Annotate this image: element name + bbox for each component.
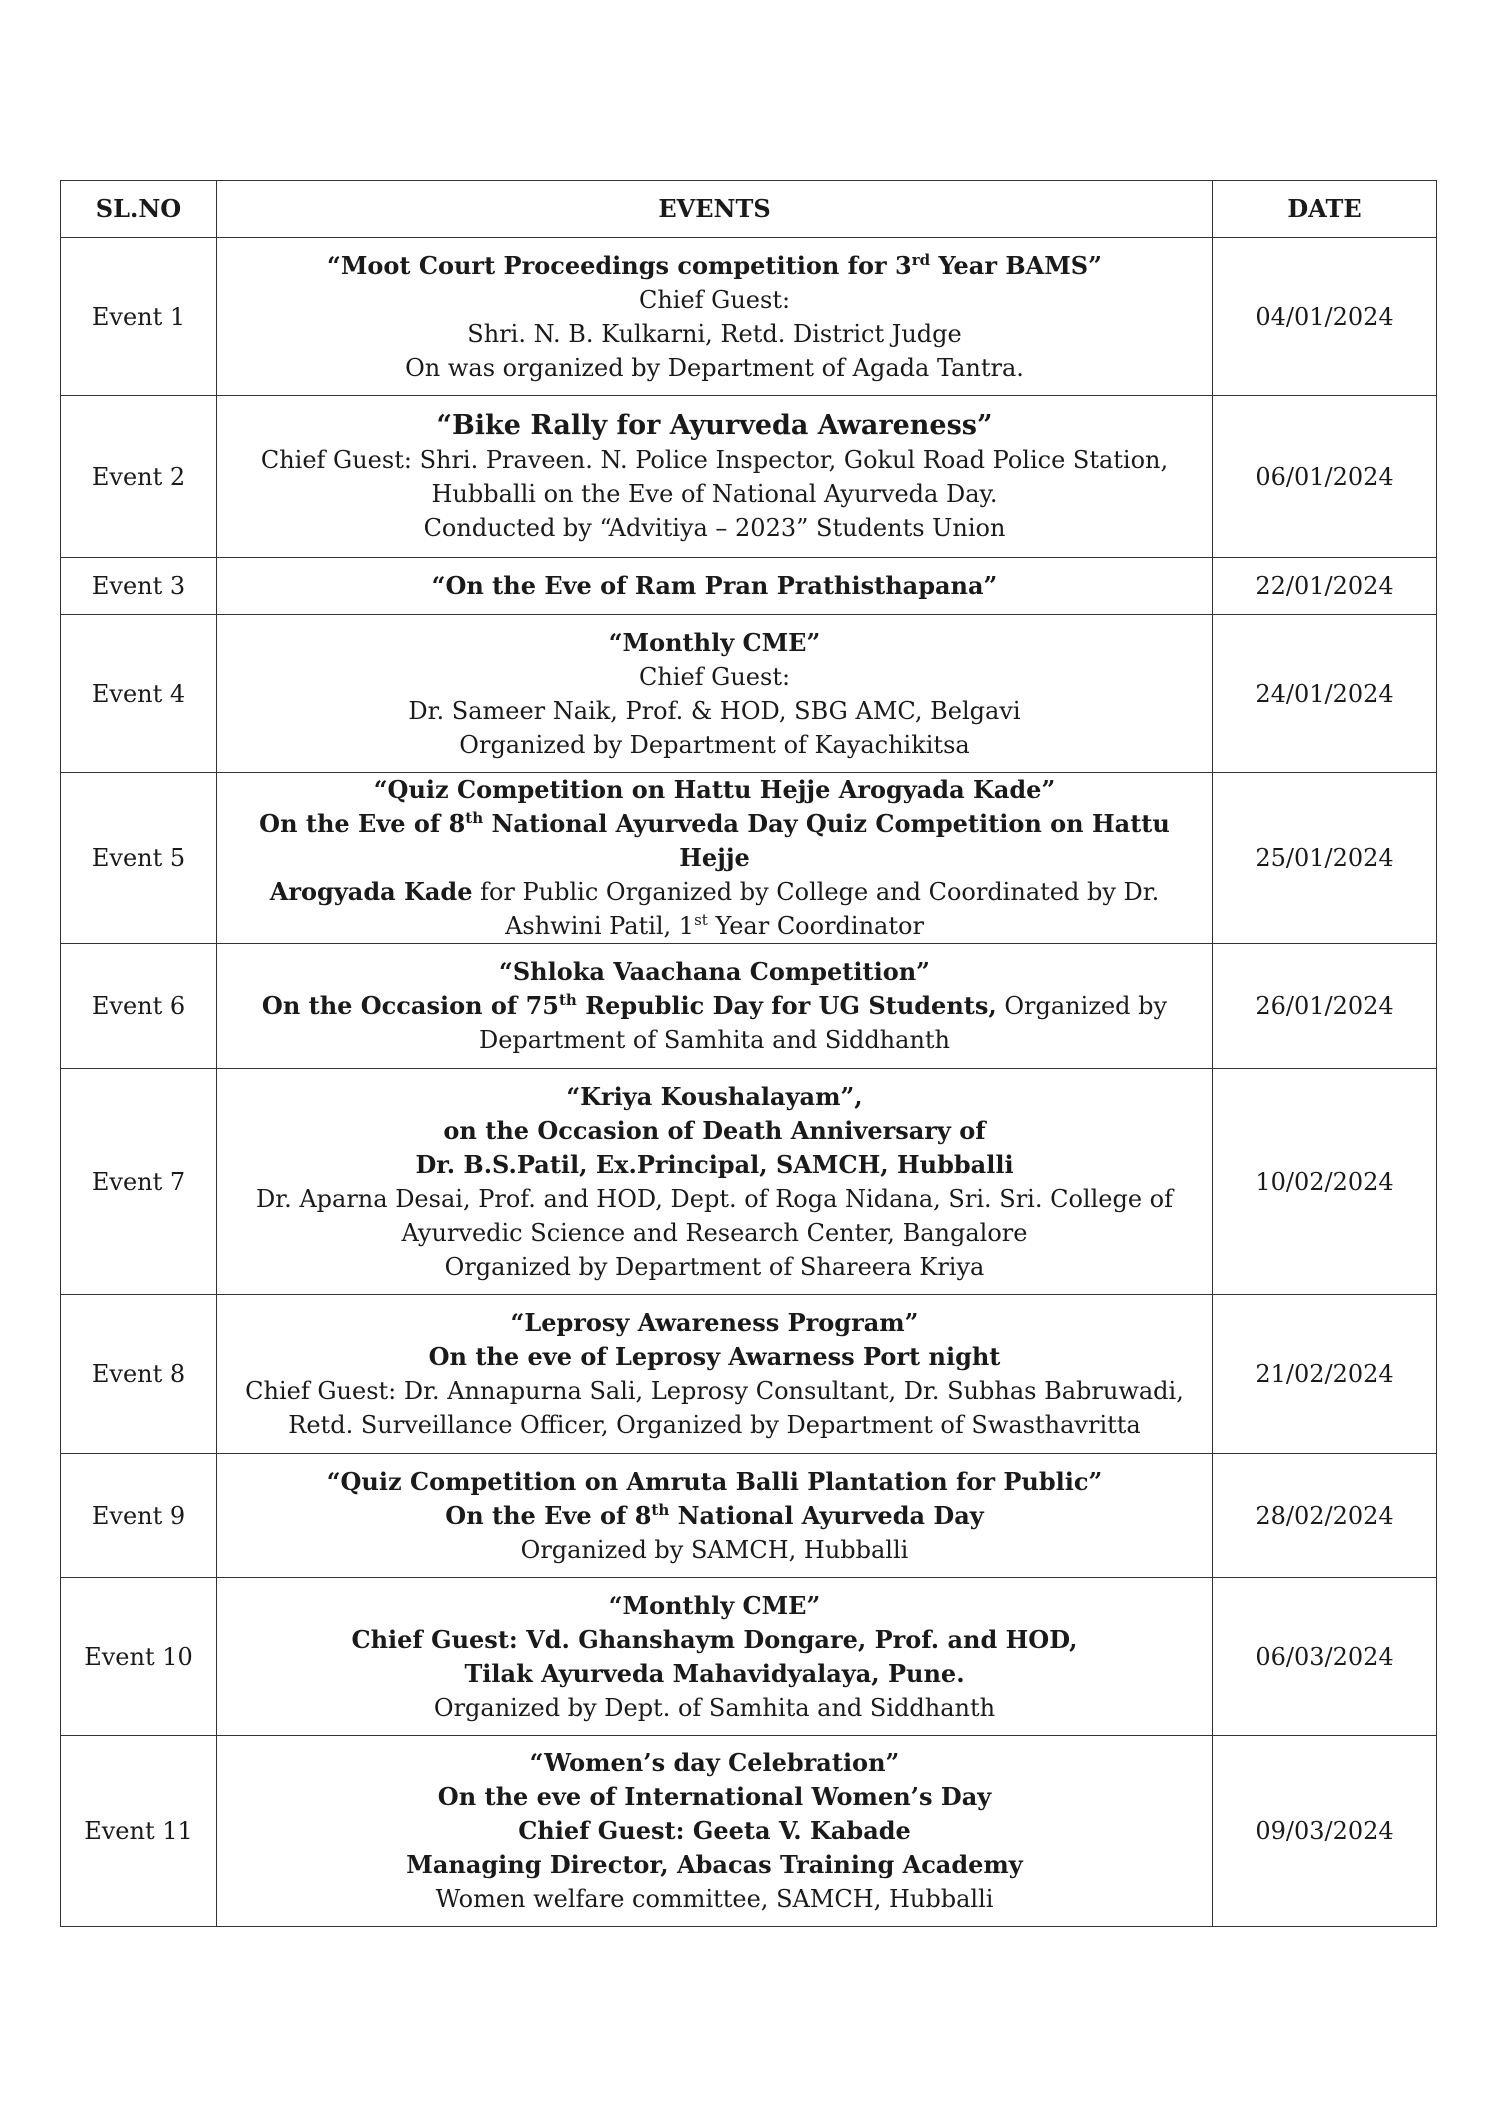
table-row bbox=[61, 1295, 1437, 1454]
event-description-line bbox=[227, 283, 1202, 317]
event-text: Department of Samhita and Siddhanth bbox=[478, 1026, 951, 1054]
event-description-line bbox=[227, 317, 1202, 351]
superscript-text: th bbox=[465, 809, 484, 827]
event-description-line bbox=[227, 989, 1202, 1023]
event-text: On the Occasion of 75 bbox=[261, 991, 559, 1020]
event-description-line bbox=[227, 1848, 1202, 1882]
event-text: Chief Guest: Shri. Praveen. N. Police Inspector, Gokul Road Police Station, bbox=[260, 445, 1169, 474]
event-description-line bbox=[227, 1465, 1202, 1499]
event-text: “Leprosy Awareness Program” bbox=[510, 1308, 919, 1337]
event-text: Hubballi on the Eve of National Ayurveda Day. bbox=[431, 479, 998, 508]
event-description-line bbox=[227, 443, 1202, 477]
event-text: Republic Day for UG Students, bbox=[576, 991, 997, 1020]
event-description-line bbox=[227, 909, 1202, 943]
event-text: National Ayurveda Day bbox=[669, 1500, 984, 1530]
event-text: Dr. Sameer Naik, Prof. & HOD, SBG AMC, Belgavi bbox=[408, 696, 1021, 725]
event-text: Arogyada Kade bbox=[269, 877, 473, 906]
event-text: Organized by Department of Shareera Kriya bbox=[444, 1252, 985, 1281]
event-date-cell: 04/01/2024 bbox=[1213, 238, 1437, 396]
event-description-cell bbox=[217, 1295, 1213, 1454]
header-row bbox=[61, 181, 1437, 238]
event-description-line bbox=[227, 511, 1202, 545]
event-text: “Women’s day Celebration” bbox=[529, 1748, 900, 1777]
event-description-line bbox=[227, 1882, 1202, 1916]
header-slno: SL.NO bbox=[61, 181, 217, 238]
event-description-line bbox=[227, 1408, 1202, 1442]
event-description-line bbox=[227, 569, 1202, 603]
table-row bbox=[61, 1069, 1437, 1295]
event-description-line bbox=[227, 1499, 1202, 1533]
event-description-cell bbox=[217, 396, 1213, 558]
table-row bbox=[61, 1454, 1437, 1578]
event-description-line bbox=[227, 477, 1202, 511]
event-text: Organized by SAMCH, Hubballi bbox=[520, 1535, 909, 1564]
event-text: Tilak Ayurveda Mahavidyalaya, Pune. bbox=[464, 1658, 965, 1688]
event-description-line bbox=[227, 1216, 1202, 1250]
event-text: Managing Director, Abacas Training Academy bbox=[406, 1850, 1023, 1879]
event-text: “Monthly CME” bbox=[608, 1590, 821, 1620]
event-date-cell: 22/01/2024 bbox=[1213, 558, 1437, 615]
event-date-cell: 21/02/2024 bbox=[1213, 1295, 1437, 1454]
event-description-cell bbox=[217, 944, 1213, 1069]
event-text: National Ayurveda Day Quiz Competition on Hattu Hejje bbox=[483, 809, 1170, 872]
event-description-line bbox=[227, 351, 1202, 385]
event-number-cell: Event 3 bbox=[61, 558, 217, 615]
table-row bbox=[61, 238, 1437, 396]
event-description-line bbox=[227, 1746, 1202, 1780]
event-text: Chief Guest: Dr. Annapurna Sali, Leprosy Consultant, Dr. Subhas Babruwadi, bbox=[245, 1377, 1184, 1405]
event-number-cell: Event 11 bbox=[61, 1736, 217, 1927]
event-date-cell: 10/02/2024 bbox=[1213, 1069, 1437, 1295]
event-date-cell: 28/02/2024 bbox=[1213, 1454, 1437, 1578]
event-date-cell: 06/01/2024 bbox=[1213, 396, 1437, 558]
event-description-line bbox=[227, 728, 1202, 762]
header-events: EVENTS bbox=[217, 181, 1213, 238]
event-description-cell bbox=[217, 615, 1213, 773]
event-text: Women welfare committee, SAMCH, Hubballi bbox=[435, 1885, 994, 1913]
event-description-line bbox=[227, 1114, 1202, 1148]
event-text: On the eve of Leprosy Awarness Port night bbox=[428, 1342, 1001, 1371]
event-text: “Shloka Vaachana Competition” bbox=[499, 957, 930, 986]
events-table bbox=[60, 180, 1437, 1927]
event-description-line bbox=[227, 694, 1202, 728]
event-number-cell: Event 1 bbox=[61, 238, 217, 396]
event-text: “Kriya Koushalayam”, bbox=[566, 1081, 863, 1111]
table-header bbox=[61, 181, 1437, 238]
event-description-cell bbox=[217, 1454, 1213, 1578]
table-row bbox=[61, 944, 1437, 1069]
table-row bbox=[61, 1578, 1437, 1736]
event-text: Dr. B.S.Patil, Ex.Principal, SAMCH, Hubballi bbox=[415, 1149, 1014, 1179]
event-text: Year BAMS” bbox=[930, 250, 1102, 280]
event-text: Chief Guest: bbox=[638, 285, 791, 314]
event-text: “Monthly CME” bbox=[608, 627, 821, 657]
event-description-line bbox=[227, 955, 1202, 989]
event-text: Chief Guest: bbox=[638, 662, 791, 691]
event-date-cell: 09/03/2024 bbox=[1213, 1736, 1437, 1927]
event-description-line bbox=[227, 1250, 1202, 1284]
event-number-cell: Event 7 bbox=[61, 1069, 217, 1295]
event-description-cell bbox=[217, 1736, 1213, 1927]
event-text: “Quiz Competition on Hattu Hejje Arogyada Kade” bbox=[373, 775, 1056, 804]
superscript-text: rd bbox=[911, 250, 931, 269]
event-description-line bbox=[227, 660, 1202, 694]
event-text: Shri. N. B. Kulkarni, Retd. District Judge bbox=[467, 319, 962, 348]
event-text: Dr. Aparna Desai, Prof. and HOD, Dept. of Roga Nidana, Sri. Sri. College of bbox=[255, 1184, 1174, 1213]
event-text: On was organized by Department of Agada Tantra. bbox=[405, 353, 1024, 382]
event-description-line bbox=[227, 1814, 1202, 1848]
event-description-line bbox=[227, 409, 1202, 443]
event-text: on the Occasion of Death Anniversary of bbox=[443, 1115, 986, 1145]
event-description-line bbox=[227, 1148, 1202, 1182]
event-number-cell: Event 8 bbox=[61, 1295, 217, 1454]
event-text: Organized by Department of Kayachikitsa bbox=[459, 730, 970, 759]
table-row bbox=[61, 615, 1437, 773]
event-text: Conducted by “Advitiya – 2023” Students Union bbox=[423, 513, 1006, 542]
event-number-cell: Event 10 bbox=[61, 1578, 217, 1736]
event-text: On the eve of International Women’s Day bbox=[437, 1782, 992, 1811]
event-text: Organized by Dept. of Samhita and Siddhanth bbox=[433, 1693, 996, 1722]
event-text: Year Coordinator bbox=[707, 912, 924, 940]
event-description-line bbox=[227, 1374, 1202, 1408]
event-description-cell bbox=[217, 1069, 1213, 1295]
event-description-line bbox=[227, 1182, 1202, 1216]
superscript-text: st bbox=[694, 911, 708, 929]
event-date-cell: 24/01/2024 bbox=[1213, 615, 1437, 773]
event-number-cell: Event 9 bbox=[61, 1454, 217, 1578]
event-number-cell: Event 2 bbox=[61, 396, 217, 558]
event-description-cell bbox=[217, 773, 1213, 944]
event-number-cell: Event 5 bbox=[61, 773, 217, 944]
event-text: Ashwini Patil, 1 bbox=[505, 912, 695, 940]
table-row bbox=[61, 1736, 1437, 1927]
table-body bbox=[61, 238, 1437, 1927]
event-description-line bbox=[227, 1691, 1202, 1725]
event-description-line bbox=[227, 1623, 1202, 1657]
event-description-line bbox=[227, 1533, 1202, 1567]
header-date: DATE bbox=[1213, 181, 1437, 238]
event-text: for Public Organized by College and Coordinated by Dr. bbox=[472, 878, 1160, 906]
event-text: Organized by bbox=[996, 992, 1168, 1020]
event-date-cell: 06/03/2024 bbox=[1213, 1578, 1437, 1736]
event-description-line bbox=[227, 1589, 1202, 1623]
event-text: “On the Eve of Ram Pran Prathisthapana” bbox=[431, 571, 998, 600]
event-text: Retd. Surveillance Officer, Organized by Department of Swasthavritta bbox=[288, 1411, 1141, 1439]
event-description-cell bbox=[217, 558, 1213, 615]
event-description-line bbox=[227, 1340, 1202, 1374]
event-text: Chief Guest: Vd. Ghanshaym Dongare, Prof. and HOD, bbox=[351, 1624, 1078, 1654]
event-text: On the Eve of 8 bbox=[445, 1500, 652, 1530]
event-description-line bbox=[227, 1780, 1202, 1814]
event-description-line bbox=[227, 807, 1202, 875]
event-description-cell bbox=[217, 1578, 1213, 1736]
event-description-line bbox=[227, 1080, 1202, 1114]
event-description-line bbox=[227, 773, 1202, 807]
event-text: Ayurvedic Science and Research Center, Bangalore bbox=[401, 1218, 1028, 1247]
event-description-line bbox=[227, 626, 1202, 660]
event-description-line bbox=[227, 1657, 1202, 1691]
event-number-cell: Event 4 bbox=[61, 615, 217, 773]
event-text: “Moot Court Proceedings competition for 3 bbox=[327, 250, 912, 280]
event-date-cell: 25/01/2024 bbox=[1213, 773, 1437, 944]
event-date-cell: 26/01/2024 bbox=[1213, 944, 1437, 1069]
event-description-line bbox=[227, 875, 1202, 909]
event-description-line bbox=[227, 1023, 1202, 1057]
table-row bbox=[61, 558, 1437, 615]
event-number-cell: Event 6 bbox=[61, 944, 217, 1069]
event-text: “Quiz Competition on Amruta Balli Plantation for Public” bbox=[326, 1466, 1103, 1496]
event-text: On the Eve of 8 bbox=[259, 809, 466, 838]
event-description-cell bbox=[217, 238, 1213, 396]
superscript-text: th bbox=[651, 1500, 670, 1519]
event-description-line bbox=[227, 249, 1202, 283]
event-text: Chief Guest: Geeta V. Kabade bbox=[518, 1816, 911, 1845]
superscript-text: th bbox=[559, 991, 577, 1009]
event-description-line bbox=[227, 1306, 1202, 1340]
table-row bbox=[61, 773, 1437, 944]
event-text: “Bike Rally for Ayurveda Awareness” bbox=[436, 409, 993, 441]
table-row bbox=[61, 396, 1437, 558]
